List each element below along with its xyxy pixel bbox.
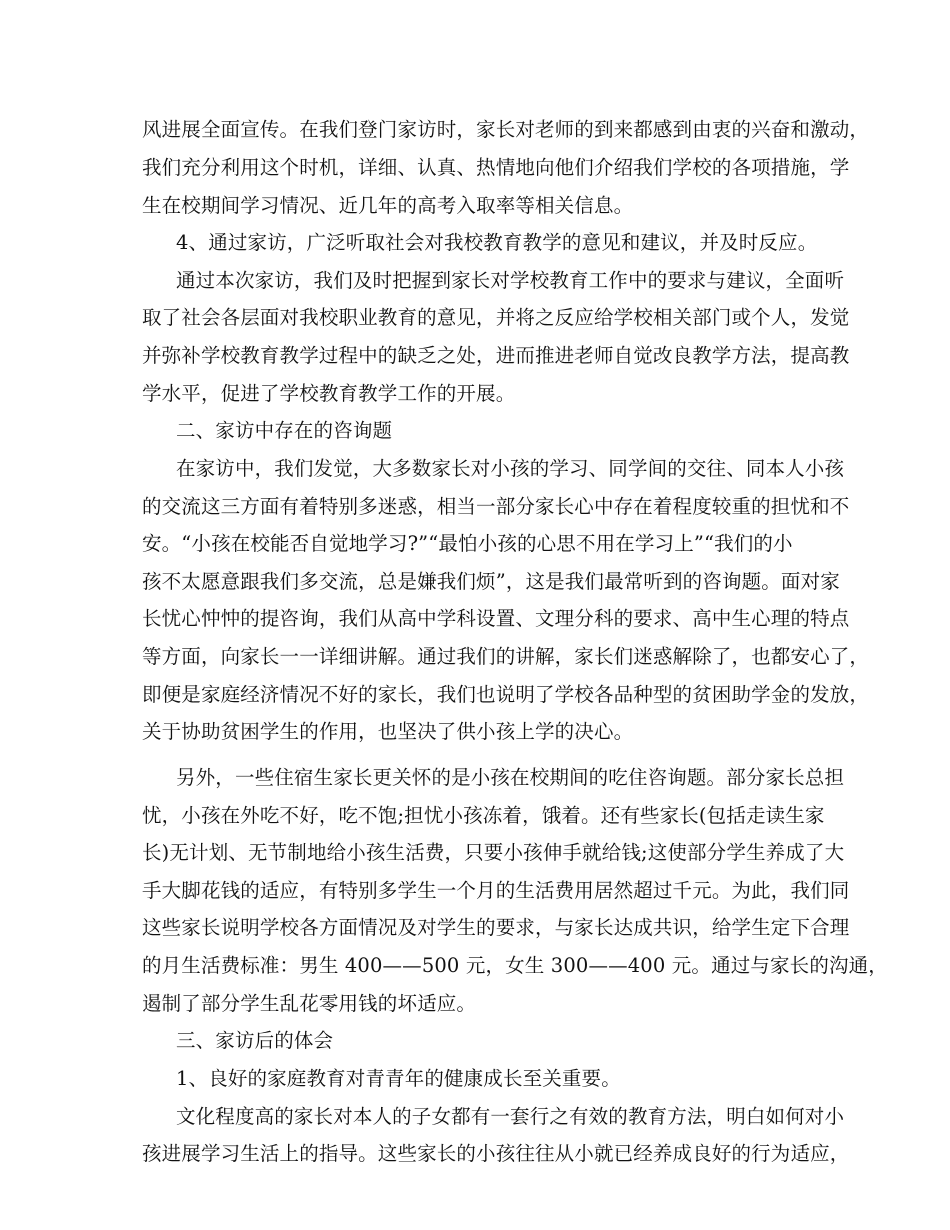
section-heading: 三、家访后的体会 bbox=[176, 1029, 334, 1052]
text-line: 长)无计划、无节制地给小孩生活费，只要小孩伸手就给钱;这使部分学生养成了大 bbox=[142, 841, 845, 864]
text-line: 学水平，促进了学校教育教学工作的开展。 bbox=[142, 382, 516, 405]
text-line: 关于协助贫困学生的作用，也坚决了供小孩上学的决心。 bbox=[142, 720, 634, 743]
text-line: 长忧心忡忡的提咨询，我们从高中学科设置、文理分科的要求、高中生心理的特点 bbox=[142, 607, 850, 630]
text-line: 在家访中，我们发觉，大多数家长对小孩的学习、同学间的交往、同本人小孩 bbox=[176, 457, 845, 480]
text-line: 孩进展学习生活上的指导。这些家长的小孩往往从小就已经养成良好的行为适应， bbox=[142, 1142, 850, 1165]
text-line: 等方面，向家长一一详细讲解。通过我们的讲解，家长们迷惑解除了，也都安心了， bbox=[142, 645, 870, 668]
text-line: 遏制了部分学生乱花零用钱的坏适应。 bbox=[142, 992, 477, 1015]
section-heading: 1、良好的家庭教育对青青年的健康成长至关重要。 bbox=[176, 1067, 621, 1090]
text-line: 生在校期间学习情况、近几年的高考入取率等相关信息。 bbox=[142, 194, 634, 217]
text-line: 安。“小孩在校能否自觉地学习?”“最怕小孩的心思不用在学习上”“我们的小 bbox=[142, 532, 793, 555]
text-line: 另外，一些住宿生家长更关怀的是小孩在校期间的吃住咨询题。部分家长总担 bbox=[176, 766, 845, 789]
text-line: 即便是家庭经济情况不好的家长，我们也说明了学校各品种型的贫困助学金的发放， bbox=[142, 683, 870, 706]
text-line: 的月生活费标准：男生 400——500 元，女生 300——400 元。通过与家长的沟通， bbox=[142, 954, 888, 977]
section-heading: 4、通过家访，广泛听取社会对我校教育教学的意见和建议，并及时反应。 bbox=[176, 231, 818, 254]
text-line: 并弥补学校教育教学过程中的缺乏之处，进而推进老师自觉改良教学方法，提高教 bbox=[142, 344, 850, 367]
text-line: 这些家长说明学校各方面情况及对学生的要求，与家长达成共识，给学生定下合理 bbox=[142, 916, 850, 939]
section-heading: 二、家访中存在的咨询题 bbox=[176, 419, 393, 442]
text-line: 手大脚花钱的适应，有特别多学生一个月的生活费用居然超过千元。为此，我们同 bbox=[142, 879, 850, 902]
text-line: 我们充分利用这个时机，详细、认真、热情地向他们介绍我们学校的各项措施，学 bbox=[142, 156, 850, 179]
text-line: 通过本次家访，我们及时把握到家长对学校教育工作中的要求与建议，全面听 bbox=[176, 269, 845, 292]
text-line: 取了社会各层面对我校职业教育的意见，并将之反应给学校相关部门或个人，发觉 bbox=[142, 306, 850, 329]
text-line: 的交流这三方面有着特别多迷惑，相当一部分家长心中存在着程度较重的担忧和不 bbox=[142, 495, 850, 518]
text-line: 忧，小孩在外吃不好，吃不饱;担忧小孩冻着，饿着。还有些家长(包括走读生家 bbox=[142, 804, 825, 827]
text-line: 孩不太愿意跟我们多交流，总是嫌我们烦”，这是我们最常听到的咨询题。面对家 bbox=[142, 570, 840, 593]
text-line: 文化程度高的家长对本人的子女都有一套行之有效的教育方法，明白如何对小 bbox=[176, 1105, 845, 1128]
text-line: 风进展全面宣传。在我们登门家访时，家长对老师的到来都感到由衷的兴奋和激动， bbox=[142, 118, 870, 141]
